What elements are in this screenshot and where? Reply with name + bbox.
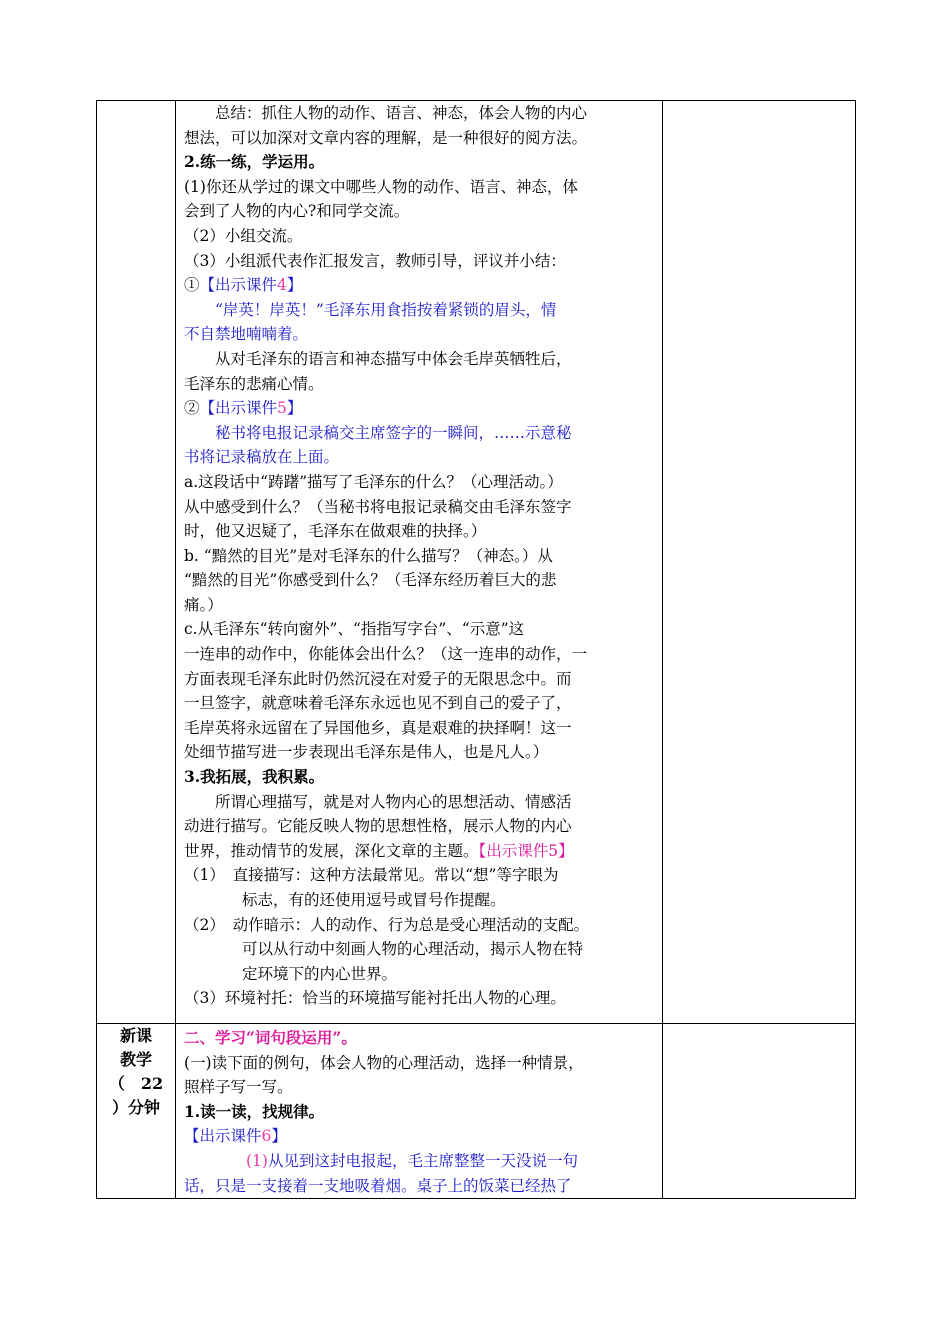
- teaching-content-cell: [176, 101, 663, 1024]
- text-line: 一连串的动作中，你能体会出什么？（这一连串的动作，一: [184, 645, 588, 664]
- text-line: 照样子写一写。: [184, 1078, 293, 1097]
- section-label-cell: [97, 101, 176, 1024]
- text-line: 会到了人物的内心?和同学交流。: [184, 202, 410, 221]
- lesson-plan-table: [96, 100, 856, 1199]
- example-line: (1)从见到这封电报起，毛主席整整一天没说一句: [246, 1151, 578, 1170]
- teaching-content-cell: [176, 1023, 663, 1198]
- table-row: [97, 101, 856, 1024]
- section-heading: 二、学习“词句段运用”。: [184, 1027, 357, 1047]
- summary-line: 想法，可以加深对文章内容的理解，是一种很好的阅方法。: [184, 128, 588, 147]
- section-label: 新课: [119, 1025, 152, 1045]
- quote-line: “岸英！岸英！”毛泽东用食指按着紧锁的眉头，情: [215, 300, 557, 319]
- text-line: 处细节描写进一步表现出毛泽东是伟人，也是凡人。）: [184, 743, 549, 762]
- quote-line: 书将记录稿放在上面。: [184, 448, 340, 467]
- duration-label: ）分钟: [111, 1097, 160, 1117]
- quote-line: 秘书将电报记录稿交主席签字的一瞬间，……示意秘: [215, 423, 572, 442]
- spacer: [184, 1011, 656, 1023]
- section-heading: 3.我拓展，我积累。: [184, 767, 325, 787]
- text-line: 方面表现毛泽东此时仍然沉浸在对爱子的无限思念中。而: [184, 669, 572, 688]
- text-line: （1） 直接描写：这种方法最常见。常以“想”等字眼为: [184, 866, 559, 885]
- text-line: “黯然的目光”你感受到什么？（毛泽东经历着巨大的悲: [184, 571, 557, 590]
- section-heading: 2.练一练，学运用。: [184, 152, 325, 172]
- text-line: （2）小组交流。: [184, 226, 303, 245]
- section-heading: 1.读一读，找规律。: [184, 1101, 325, 1121]
- table-row: [97, 1023, 856, 1198]
- text-line: 痛。）: [184, 595, 223, 614]
- text-line: 从对毛泽东的语言和神态描写中体会毛岸英牺牲后，: [215, 349, 572, 368]
- text-line: 动进行描写。它能反映人物的思想性格，展示人物的内心: [184, 817, 572, 836]
- duration-label: （ 22: [108, 1073, 164, 1093]
- text-line: a.这段话中“踌躇”描写了毛泽东的什么？（心理活动。）: [184, 472, 563, 491]
- text-line: 所谓心理描写，就是对人物内心的思想活动、情感活: [215, 792, 572, 811]
- text-line: 世界，推动情节的发展，深化文章的主题。【出示课件5】: [184, 841, 574, 860]
- section-label-cell: [97, 1023, 176, 1198]
- quote-line: 不自禁地喃喃着。: [184, 325, 309, 344]
- text-line: 一旦签字，就意味着毛泽东永远也见不到自己的爱子了，: [184, 694, 572, 713]
- courseware-ref-line: 【出示课件6】: [184, 1127, 287, 1146]
- text-line: 毛泽东的悲痛心情。: [184, 374, 324, 393]
- text-line: 从中感受到什么？（当秘书将电报记录稿交由毛泽东签字: [184, 497, 572, 516]
- section-label: 教学: [119, 1049, 152, 1069]
- notes-cell: [663, 1023, 856, 1198]
- text-line: 标志，有的还使用逗号或冒号作提醒。: [242, 891, 506, 909]
- text-line: (1)你还从学过的课文中哪些人物的动作、语言、神态，体: [184, 177, 578, 196]
- example-line: 话，只是一支接着一支地吸着烟。桌子上的饭菜已经热了: [184, 1176, 572, 1195]
- text-line: (一)读下面的例句，体会人物的心理活动，选择一种情景，: [184, 1053, 584, 1072]
- text-line: （2） 动作暗示：人的动作、行为总是受心理活动的支配。: [184, 915, 590, 934]
- text-line: （3）环境衬托：恰当的环境描写能衬托出人物的心理。: [184, 989, 566, 1008]
- courseware-ref-line: ②【出示课件5】: [184, 399, 303, 418]
- summary-line: 总结：抓住人物的动作、语言、神态，体会人物的内心: [215, 104, 588, 122]
- text-line: b. “黯然的目光”是对毛泽东的什么描写？（神态。）从: [184, 546, 553, 565]
- text-line: （3）小组派代表作汇报发言，教师引导，评议并小结：: [184, 251, 566, 270]
- courseware-ref-line: ①【出示课件4】: [184, 276, 303, 295]
- text-line: 可以从行动中刻画人物的心理活动，揭示人物在特: [242, 940, 584, 959]
- text-line: 毛岸英将永远留在了异国他乡，真是艰难的抉择啊！这一: [184, 718, 572, 737]
- notes-cell: [663, 101, 856, 1024]
- text-line: 定环境下的内心世界。: [242, 964, 398, 983]
- text-line: c.从毛泽东“转向窗外”、“指指写字台”、“示意”这: [184, 620, 525, 639]
- text-line: 时，他又迟疑了，毛泽东在做艰难的抉择。）: [184, 522, 487, 541]
